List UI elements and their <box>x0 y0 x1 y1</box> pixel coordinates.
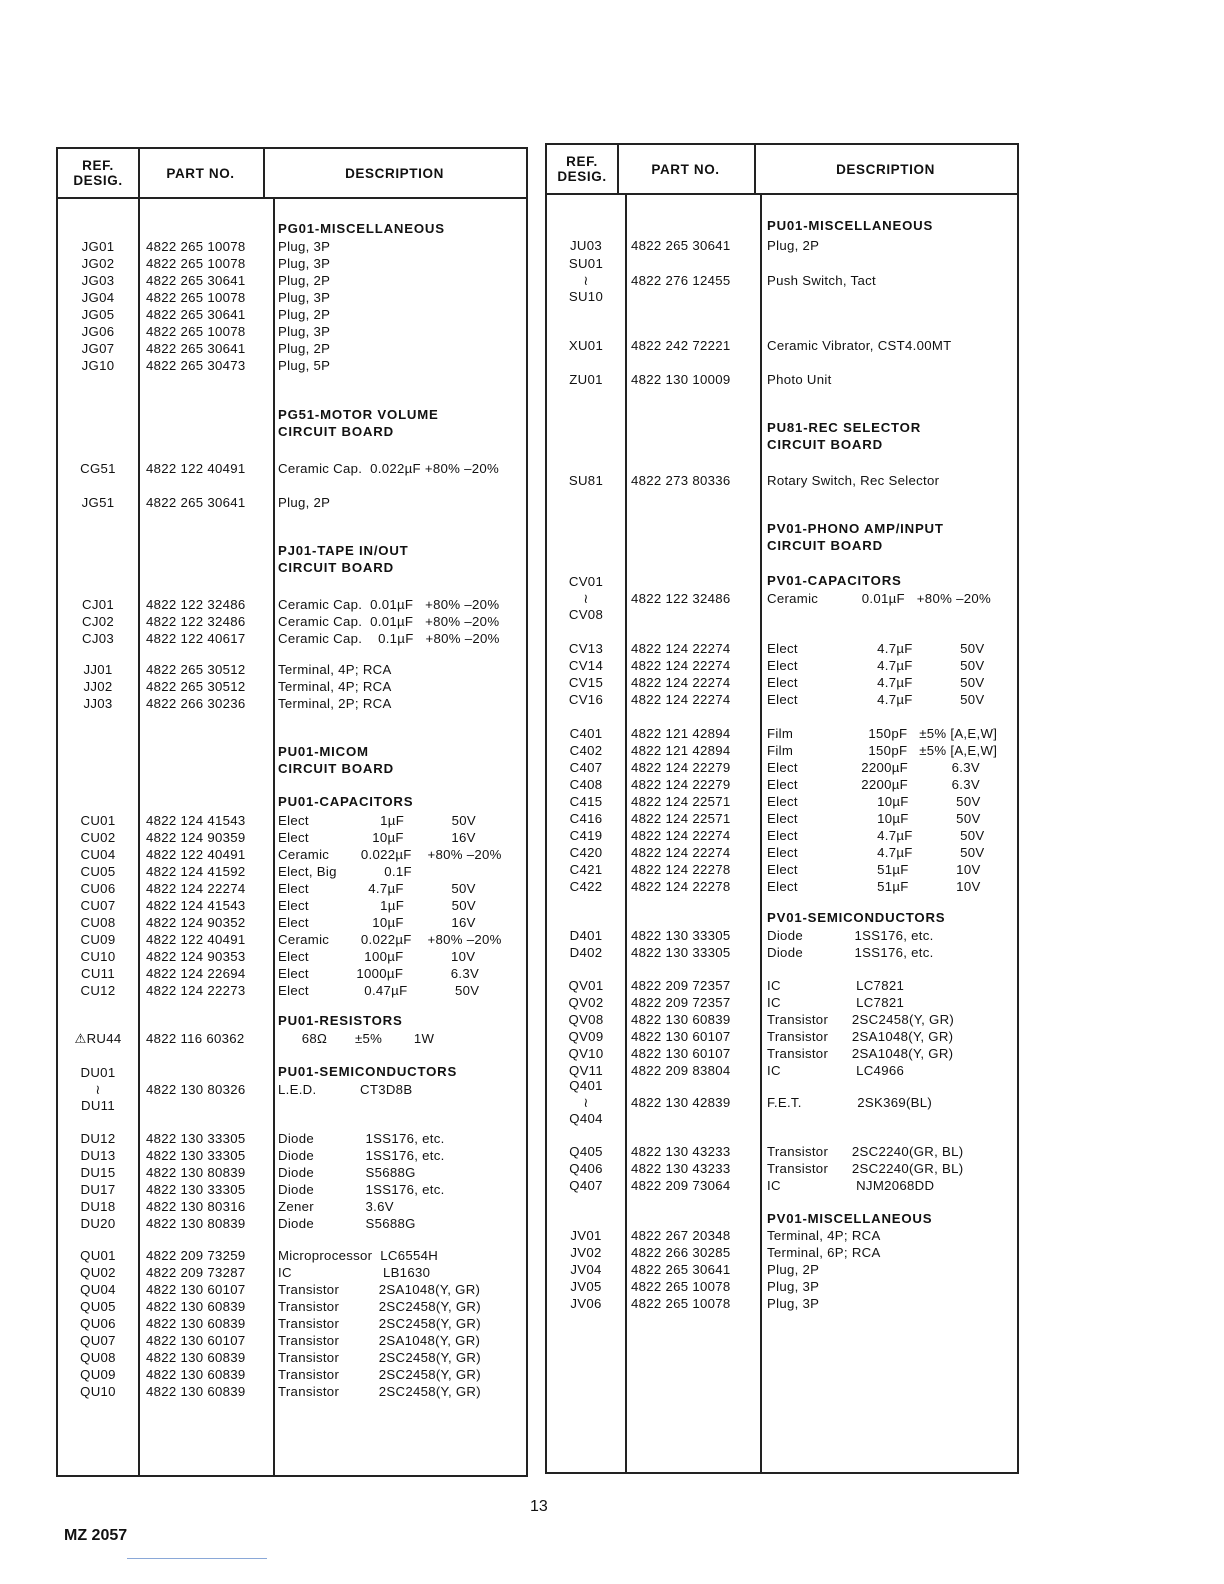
description: Elect 10µF 16V <box>278 915 476 930</box>
description: Film 150pF ±5% [A,E,W] <box>767 743 998 758</box>
ref-designator: QV10 <box>568 1046 604 1061</box>
ref-designator: XU01 <box>568 338 604 353</box>
ref-designator: CU10 <box>80 949 116 964</box>
part-number: 4822 124 22274 <box>631 658 731 673</box>
part-number: 4822 122 32486 <box>146 597 246 612</box>
part-number: 4822 124 22274 <box>631 641 731 656</box>
description: Terminal, 4P; RCA <box>278 662 392 677</box>
ref-designator: DU17 <box>80 1182 116 1197</box>
part-number: 4822 124 90352 <box>146 915 246 930</box>
part-number: 4822 130 80316 <box>146 1199 246 1214</box>
part-number: 4822 124 22274 <box>146 881 246 896</box>
ref-designator: Q407 <box>569 1178 603 1193</box>
description: Zener 3.6V <box>278 1199 394 1214</box>
ref-designator: CU12 <box>80 983 116 998</box>
description: Diode S5688G <box>278 1165 416 1180</box>
part-number: 4822 124 22274 <box>631 675 731 690</box>
divider-line <box>127 1558 267 1559</box>
header-part-no: PART NO. <box>166 165 235 181</box>
description: Transistor 2SC2458(Y, GR) <box>278 1384 481 1399</box>
description: Diode 1SS176, etc. <box>278 1148 445 1163</box>
description: IC LC4966 <box>767 1063 905 1078</box>
description: Plug, 2P <box>278 273 331 288</box>
part-number: 4822 124 22571 <box>631 794 731 809</box>
ref-designator: C407 <box>569 760 603 775</box>
column-divider <box>625 195 627 1472</box>
ref-designator: JG03 <box>81 273 115 288</box>
part-number: 4822 124 22571 <box>631 811 731 826</box>
part-number: 4822 265 10078 <box>146 256 246 271</box>
part-number: 4822 124 22279 <box>631 777 731 792</box>
ref-designator: SU81 <box>568 473 604 488</box>
description: Microprocessor LC6554H <box>278 1248 439 1263</box>
ref-designator: CV01 ≀ CV08 <box>568 574 604 622</box>
description: Transistor 2SC2458(Y, GR) <box>278 1350 481 1365</box>
description: IC LC7821 <box>767 978 905 993</box>
part-number: 4822 130 60107 <box>146 1282 246 1297</box>
ref-designator: QV08 <box>568 1012 604 1027</box>
part-number: 4822 124 22274 <box>631 845 731 860</box>
part-number: 4822 130 33305 <box>631 928 731 943</box>
ref-designator: QU04 <box>80 1282 116 1297</box>
ref-designator: QU08 <box>80 1350 116 1365</box>
description: Elect 4.7µF 50V <box>767 692 985 707</box>
description: Ceramic Cap. 0.01µF +80% –20% <box>278 614 500 629</box>
part-number: 4822 124 22694 <box>146 966 246 981</box>
description: Elect 1000µF 6.3V <box>278 966 480 981</box>
ref-designator: JG10 <box>81 358 115 373</box>
part-number: 4822 130 80839 <box>146 1216 246 1231</box>
section-title: PU01-MISCELLANEOUS <box>767 218 934 233</box>
ref-designator: JJ01 <box>83 662 113 677</box>
description: Ceramic 0.022µF +80% –20% <box>278 932 502 947</box>
ref-designator: QU05 <box>80 1299 116 1314</box>
header-ref-desig: REF. DESIG. <box>73 158 123 188</box>
section-title: PV01-MISCELLANEOUS <box>767 1211 933 1226</box>
description: Elect 4.7µF 50V <box>767 675 985 690</box>
column-divider <box>754 145 756 195</box>
description: Plug, 2P <box>767 238 820 253</box>
part-number: 4822 265 10078 <box>631 1279 731 1294</box>
ref-designator: CV14 <box>568 658 604 673</box>
part-number: 4822 130 60839 <box>631 1012 731 1027</box>
part-number: 4822 124 41543 <box>146 898 246 913</box>
ref-designator: CU07 <box>80 898 116 913</box>
ref-designator: ZU01 <box>569 372 603 387</box>
part-number: 4822 124 90359 <box>146 830 246 845</box>
ref-designator: JG01 <box>81 239 115 254</box>
part-number: 4822 122 40491 <box>146 461 246 476</box>
description: Plug, 3P <box>278 239 331 254</box>
part-number: 4822 122 32486 <box>631 591 731 606</box>
description: Plug, 3P <box>278 324 331 339</box>
part-number: 4822 130 60839 <box>146 1316 246 1331</box>
ref-designator: CU11 <box>81 966 115 981</box>
part-number: 4822 130 60839 <box>146 1384 246 1399</box>
ref-designator: DU20 <box>80 1216 116 1231</box>
part-number: 4822 265 30641 <box>631 238 731 253</box>
part-number: 4822 124 22274 <box>631 828 731 843</box>
section-title: PU01-CAPACITORS <box>278 794 414 809</box>
header-ref-desig: REF. DESIG. <box>557 154 607 184</box>
ref-designator: C422 <box>569 879 603 894</box>
description: Ceramic Cap. 0.1µF +80% –20% <box>278 631 500 646</box>
description: Elect 1µF 50V <box>278 898 476 913</box>
description: Rotary Switch, Rec Selector <box>767 473 940 488</box>
ref-designator: Q401 ≀ Q404 <box>569 1078 603 1126</box>
part-number: 4822 130 60839 <box>146 1350 246 1365</box>
part-number: 4822 266 30285 <box>631 1245 731 1260</box>
description: 68Ω ±5% 1W <box>278 1031 435 1046</box>
description: Ceramic Vibrator, CST4.00MT <box>767 338 952 353</box>
column-divider <box>617 145 619 195</box>
ref-designator: QV09 <box>568 1029 604 1044</box>
description: Ceramic Cap. 0.022µF +80% –20% <box>278 461 500 476</box>
column-divider <box>138 199 140 1475</box>
description: L.E.D. CT3D8B <box>278 1082 413 1097</box>
part-number: 4822 124 22278 <box>631 862 731 877</box>
description: Diode 1SS176, etc. <box>767 928 934 943</box>
description: Elect 51µF 10V <box>767 862 981 877</box>
part-number: 4822 209 73259 <box>146 1248 246 1263</box>
ref-designator: CU06 <box>80 881 116 896</box>
description: Elect 4.7µF 50V <box>278 881 476 896</box>
ref-designator: CV15 <box>568 675 604 690</box>
part-number: 4822 265 30473 <box>146 358 246 373</box>
part-number: 4822 209 73064 <box>631 1178 731 1193</box>
ref-designator: SU01 ≀ SU10 <box>568 256 604 304</box>
part-number: 4822 130 33305 <box>146 1148 246 1163</box>
description: Ceramic 0.022µF +80% –20% <box>278 847 502 862</box>
ref-designator: D402 <box>569 945 603 960</box>
ref-designator: DU01 ≀ DU11 <box>80 1065 116 1113</box>
ref-designator: C401 <box>569 726 603 741</box>
part-number: 4822 265 30512 <box>146 679 246 694</box>
description: Plug, 3P <box>767 1279 820 1294</box>
part-number: 4822 209 83804 <box>631 1063 731 1078</box>
header-part-no: PART NO. <box>651 161 720 177</box>
part-number: 4822 130 33305 <box>631 945 731 960</box>
part-number: 4822 130 43233 <box>631 1144 731 1159</box>
ref-designator: CU08 <box>80 915 116 930</box>
header-description: DESCRIPTION <box>345 165 444 181</box>
ref-designator: QV01 <box>568 978 604 993</box>
description: Transistor 2SC2458(Y, GR) <box>278 1316 481 1331</box>
part-number: 4822 265 10078 <box>631 1296 731 1311</box>
part-number: 4822 124 90353 <box>146 949 246 964</box>
section-title: PU01-MICOM CIRCUIT BOARD <box>278 744 394 776</box>
ref-designator: QV02 <box>568 995 604 1010</box>
ref-designator: QU07 <box>80 1333 116 1348</box>
description: Elect 4.7µF 50V <box>767 845 985 860</box>
part-number: 4822 130 60839 <box>146 1299 246 1314</box>
ref-designator: JV04 <box>570 1262 602 1277</box>
part-number: 4822 122 32486 <box>146 614 246 629</box>
part-number: 4822 130 80839 <box>146 1165 246 1180</box>
description: Terminal, 2P; RCA <box>278 696 392 711</box>
section-title: PJ01-TAPE IN/OUT CIRCUIT BOARD <box>278 543 409 575</box>
ref-designator: C416 <box>569 811 603 826</box>
description: Elect 10µF 16V <box>278 830 476 845</box>
ref-designator: Q405 <box>569 1144 603 1159</box>
part-number: 4822 130 60107 <box>631 1046 731 1061</box>
ref-designator: JG51 <box>81 495 115 510</box>
description: Diode 1SS176, etc. <box>278 1131 445 1146</box>
description: IC LC7821 <box>767 995 905 1010</box>
description: Terminal, 4P; RCA <box>767 1228 881 1243</box>
description: Plug, 2P <box>767 1262 820 1277</box>
ref-designator: C415 <box>569 794 603 809</box>
ref-designator: QU01 <box>80 1248 116 1263</box>
description: Elect 2200µF 6.3V <box>767 760 980 775</box>
part-number: 4822 130 33305 <box>146 1182 246 1197</box>
description: Plug, 2P <box>278 307 331 322</box>
ref-designator: Q406 <box>569 1161 603 1176</box>
part-number: 4822 209 72357 <box>631 978 731 993</box>
description: Elect 2200µF 6.3V <box>767 777 980 792</box>
part-number: 4822 265 30641 <box>146 495 246 510</box>
description: Elect 100µF 10V <box>278 949 476 964</box>
description: Plug, 5P <box>278 358 331 373</box>
ref-designator: CV13 <box>568 641 604 656</box>
ref-designator: QU10 <box>80 1384 116 1399</box>
description: Elect 10µF 50V <box>767 811 981 826</box>
description: Transistor 2SA1048(Y, GR) <box>278 1282 481 1297</box>
column-divider <box>263 149 265 199</box>
description: Elect 4.7µF 50V <box>767 641 985 656</box>
description: Ceramic 0.01µF +80% –20% <box>767 591 991 606</box>
description: IC LB1630 <box>278 1265 431 1280</box>
part-number: 4822 276 12455 <box>631 273 731 288</box>
description: Film 150pF ±5% [A,E,W] <box>767 726 998 741</box>
description: Diode 1SS176, etc. <box>767 945 934 960</box>
part-number: 4822 130 43233 <box>631 1161 731 1176</box>
ref-designator: JG04 <box>81 290 115 305</box>
description: Photo Unit <box>767 372 832 387</box>
description: Terminal, 4P; RCA <box>278 679 392 694</box>
part-number: 4822 265 10078 <box>146 324 246 339</box>
parts-table-right <box>545 143 1019 1474</box>
part-number: 4822 266 30236 <box>146 696 246 711</box>
description: Transistor 2SC2458(Y, GR) <box>767 1012 955 1027</box>
ref-designator: QU09 <box>80 1367 116 1382</box>
description: Transistor 2SA1048(Y, GR) <box>767 1046 954 1061</box>
ref-designator: JG02 <box>81 256 115 271</box>
ref-designator: D401 <box>569 928 603 943</box>
description: Plug, 3P <box>767 1296 820 1311</box>
description: Elect 10µF 50V <box>767 794 981 809</box>
ref-designator: CU02 <box>80 830 116 845</box>
part-number: 4822 122 40491 <box>146 847 246 862</box>
ref-designator: JJ02 <box>83 679 113 694</box>
description: Push Switch, Tact <box>767 273 876 288</box>
ref-designator: JG06 <box>81 324 115 339</box>
description: Diode 1SS176, etc. <box>278 1182 445 1197</box>
part-number: 4822 130 60839 <box>146 1367 246 1382</box>
parts-table-left <box>56 147 528 1477</box>
column-divider <box>273 199 275 1475</box>
part-number: 4822 124 22278 <box>631 879 731 894</box>
part-number: 4822 121 42894 <box>631 726 731 741</box>
ref-designator: C402 <box>569 743 603 758</box>
section-title: PV01-SEMICONDUCTORS <box>767 910 946 925</box>
ref-designator: CJ02 <box>82 614 114 629</box>
description: IC NJM2068DD <box>767 1178 935 1193</box>
part-number: 4822 121 42894 <box>631 743 731 758</box>
description: Elect 1µF 50V <box>278 813 476 828</box>
description: Transistor 2SC2240(GR, BL) <box>767 1144 964 1159</box>
section-title: PU01-SEMICONDUCTORS <box>278 1064 458 1079</box>
part-number: 4822 130 80326 <box>146 1082 246 1097</box>
section-title: PV01-CAPACITORS <box>767 573 902 588</box>
part-number: 4822 267 20348 <box>631 1228 731 1243</box>
part-number: 4822 124 41592 <box>146 864 246 879</box>
ref-designator: CJ03 <box>82 631 114 646</box>
description: F.E.T. 2SK369(BL) <box>767 1095 933 1110</box>
part-number: 4822 265 10078 <box>146 290 246 305</box>
description: Plug, 3P <box>278 256 331 271</box>
header-description: DESCRIPTION <box>836 161 935 177</box>
part-number: 4822 116 60362 <box>146 1031 245 1046</box>
ref-designator: CU01 <box>80 813 116 828</box>
ref-designator: QU02 <box>80 1265 116 1280</box>
section-title: PV01-PHONO AMP/INPUT CIRCUIT BOARD <box>767 521 944 553</box>
ref-designator: C419 <box>569 828 603 843</box>
ref-designator: CG51 <box>80 461 116 476</box>
part-number: 4822 130 10009 <box>631 372 731 387</box>
ref-designator: C420 <box>569 845 603 860</box>
part-number: 4822 265 30641 <box>146 307 246 322</box>
ref-designator: JV01 <box>570 1228 602 1243</box>
ref-designator: QV11 <box>569 1063 603 1078</box>
ref-designator: DU13 <box>80 1148 116 1163</box>
ref-designator: JG05 <box>81 307 115 322</box>
part-number: 4822 265 30512 <box>146 662 246 677</box>
description: Plug, 3P <box>278 290 331 305</box>
description: Transistor 2SC2458(Y, GR) <box>278 1367 481 1382</box>
ref-designator: CU05 <box>80 864 116 879</box>
part-number: 4822 124 22273 <box>146 983 246 998</box>
part-number: 4822 122 40617 <box>146 631 246 646</box>
description: Diode S5688G <box>278 1216 416 1231</box>
description: Terminal, 6P; RCA <box>767 1245 881 1260</box>
ref-designator: ⚠RU44 <box>74 1031 122 1046</box>
part-number: 4822 124 41543 <box>146 813 246 828</box>
part-number: 4822 124 22274 <box>631 692 731 707</box>
part-number: 4822 209 72357 <box>631 995 731 1010</box>
ref-designator: JJ03 <box>83 696 113 711</box>
description: Transistor 2SC2240(GR, BL) <box>767 1161 964 1176</box>
description: Ceramic Cap. 0.01µF +80% –20% <box>278 597 500 612</box>
part-number: 4822 273 80336 <box>631 473 731 488</box>
part-number: 4822 130 33305 <box>146 1131 246 1146</box>
part-number: 4822 209 73287 <box>146 1265 246 1280</box>
description: Elect 51µF 10V <box>767 879 981 894</box>
description: Elect 0.47µF 50V <box>278 983 480 998</box>
page-number: 13 <box>530 1498 548 1515</box>
description: Plug, 2P <box>278 341 331 356</box>
description: Transistor 2SA1048(Y, GR) <box>278 1333 481 1348</box>
description: Elect 4.7µF 50V <box>767 828 985 843</box>
ref-designator: CU04 <box>80 847 116 862</box>
ref-designator: C421 <box>569 862 603 877</box>
model-number: MZ 2057 <box>64 1527 128 1544</box>
ref-designator: JV06 <box>570 1296 602 1311</box>
part-number: 4822 124 22279 <box>631 760 731 775</box>
part-number: 4822 265 30641 <box>146 273 246 288</box>
ref-designator: JU03 <box>570 238 602 253</box>
ref-designator: CV16 <box>568 692 604 707</box>
description: Transistor 2SA1048(Y, GR) <box>767 1029 954 1044</box>
part-number: 4822 265 30641 <box>631 1262 731 1277</box>
ref-designator: DU15 <box>80 1165 116 1180</box>
description: Transistor 2SC2458(Y, GR) <box>278 1299 481 1314</box>
ref-designator: DU12 <box>80 1131 116 1146</box>
ref-designator: JG07 <box>81 341 115 356</box>
part-number: 4822 130 60107 <box>631 1029 731 1044</box>
ref-designator: DU18 <box>80 1199 116 1214</box>
description: Elect 4.7µF 50V <box>767 658 985 673</box>
section-title: PG01-MISCELLANEOUS <box>278 221 445 236</box>
part-number: 4822 242 72221 <box>631 338 731 353</box>
section-title: PU01-RESISTORS <box>278 1013 403 1028</box>
column-divider <box>138 149 140 199</box>
section-title: PU81-REC SELECTOR CIRCUIT BOARD <box>767 420 922 452</box>
ref-designator: C408 <box>569 777 603 792</box>
description: Elect, Big 0.1F <box>278 864 412 879</box>
section-title: PG51-MOTOR VOLUME CIRCUIT BOARD <box>278 407 439 439</box>
part-number: 4822 265 30641 <box>146 341 246 356</box>
part-number: 4822 130 42839 <box>631 1095 731 1110</box>
part-number: 4822 265 10078 <box>146 239 246 254</box>
ref-designator: JV05 <box>570 1279 602 1294</box>
description: Plug, 2P <box>278 495 331 510</box>
ref-designator: JV02 <box>570 1245 602 1260</box>
part-number: 4822 130 60107 <box>146 1333 246 1348</box>
table-header <box>58 149 526 199</box>
ref-designator: CU09 <box>80 932 116 947</box>
ref-designator: CJ01 <box>82 597 114 612</box>
ref-designator: QU06 <box>80 1316 116 1331</box>
column-divider <box>760 195 762 1472</box>
part-number: 4822 122 40491 <box>146 932 246 947</box>
